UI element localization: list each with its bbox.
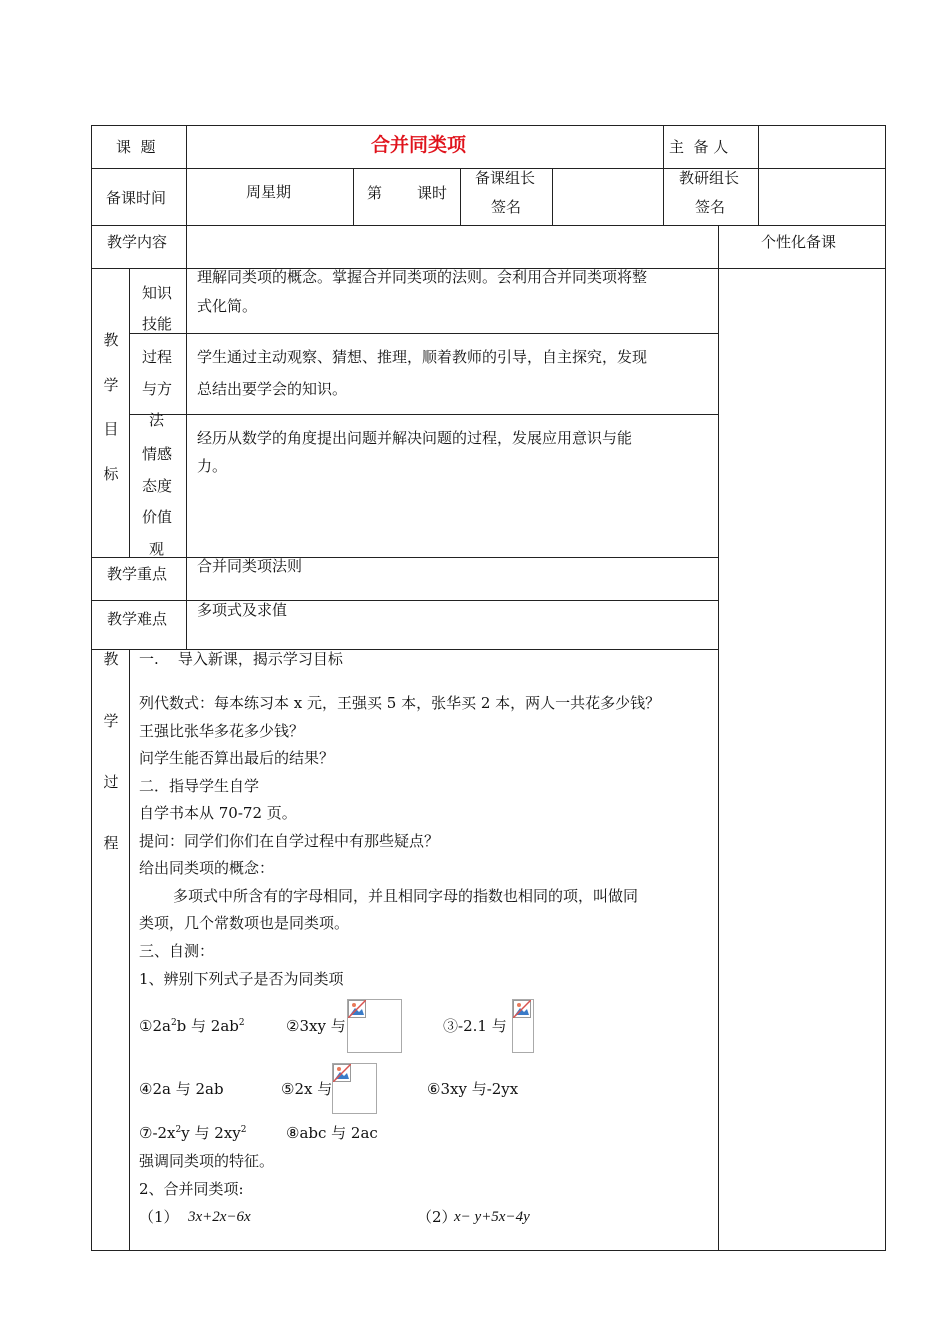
broken-image-icon xyxy=(332,1063,377,1114)
reading-assignment: 自学书本从 70-72 页。 xyxy=(139,804,297,822)
item-3: ③-2.1 与 xyxy=(443,1017,507,1035)
topic-label: 课 题 xyxy=(116,138,156,156)
item-5: ⑤2x 与 xyxy=(281,1080,333,1098)
section-intro-heading: 一. 导入新课，揭示学习目标 xyxy=(139,650,343,668)
question-line-1: 列代数式：每本练习本 x 元，王强买 5 本，张华买 2 本，两人一共花多少钱？ xyxy=(139,694,661,712)
item-6: ⑥3xy 与-2yx xyxy=(427,1080,519,1098)
period-label-first: 第 xyxy=(367,184,383,202)
exercise-1-number: （1） xyxy=(139,1208,179,1226)
group-leader-label: 备课组长 xyxy=(475,169,536,187)
item-7: $⑦-2x^2y$ 与 $2xy^2$ xyxy=(139,1124,247,1142)
emphasis-note: 强调同类项的特征。 xyxy=(139,1152,275,1170)
broken-image-icon xyxy=(347,999,402,1053)
period-label-second: 课时 xyxy=(417,184,448,202)
week-label: 周星期 xyxy=(246,183,292,201)
key-point-label: 教学重点 xyxy=(107,565,168,583)
item-1: $①2a^2b$ 与 $2ab^2$ xyxy=(139,1017,245,1035)
difficulty-label: 教学难点 xyxy=(107,610,168,628)
exercise-2-expression: x− y+5x−4y xyxy=(454,1209,530,1225)
key-point-text: 合并同类项法则 xyxy=(197,557,303,575)
item-2: ②3xy 与 xyxy=(286,1017,346,1035)
doubt-question: 提问：同学们你们在自学过程中有那些疑点？ xyxy=(139,832,440,850)
research-leader-label: 教研组长 xyxy=(679,169,740,187)
personal-prep-label: 个性化备课 xyxy=(761,233,837,251)
task-combine-heading: 2、合并同类项: xyxy=(139,1180,244,1198)
difficulty-text: 多项式及求值 xyxy=(197,601,288,619)
item-4: ④2a 与 2ab xyxy=(139,1080,224,1098)
preparer-label: 主 备 人 xyxy=(669,138,729,156)
item-8: ⑧abc 与 2ac xyxy=(286,1124,378,1142)
group-leader-sign-label: 签名 xyxy=(491,198,522,216)
exercise-2-number: （2） xyxy=(417,1208,457,1226)
broken-image-icon xyxy=(512,999,534,1053)
section-self-test-heading: 三、自测： xyxy=(139,942,215,960)
task-identify-heading: 1、辨别下列式子是否为同类项 xyxy=(139,970,344,988)
question-line-3: 问学生能否算出最后的结果？ xyxy=(139,749,335,767)
question-line-2: 王强比张华多花多少钱？ xyxy=(139,722,305,740)
research-leader-sign-label: 签名 xyxy=(695,198,726,216)
prep-time-label: 备课时间 xyxy=(106,189,167,207)
section-self-study-heading: 二．指导学生自学 xyxy=(139,777,260,795)
lesson-title: 合并同类项 xyxy=(371,134,467,156)
concept-definition-2: 类项，几个常数项也是同类项。 xyxy=(139,914,350,932)
content-label: 教学内容 xyxy=(107,233,168,251)
concept-intro: 给出同类项的概念： xyxy=(139,859,275,877)
concept-definition-1: 多项式中所含有的字母相同，并且相同字母的指数也相同的项，叫做同 xyxy=(173,887,639,905)
exercise-1-expression: 3x+2x−6x xyxy=(188,1209,251,1225)
